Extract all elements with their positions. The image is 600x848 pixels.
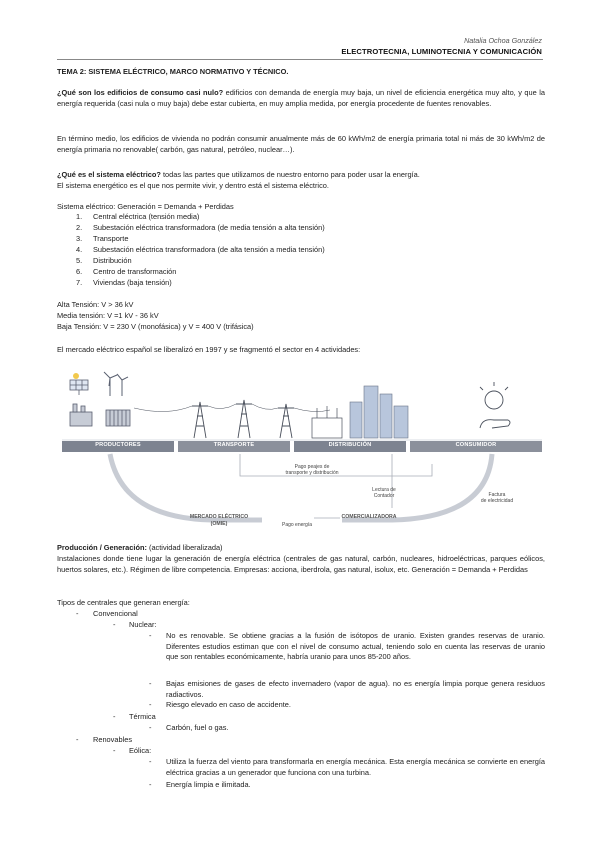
bullet-dash: - xyxy=(149,757,152,766)
step-number: 6. xyxy=(76,267,83,276)
power-plant-icon xyxy=(106,410,130,426)
step-number: 4. xyxy=(76,245,83,254)
stage-distribution-label: DISTRIBUCIÓN xyxy=(328,442,372,448)
bullet-dash: - xyxy=(113,712,116,721)
production-subtitle: (actividad liberalizada) xyxy=(146,543,223,552)
electric-market-diagram xyxy=(62,368,542,532)
topic-title: TEMA 2: SISTEMA ELÉCTRICO, MARCO NORMATIVO Y TÉCNICO. xyxy=(57,67,289,76)
wind-turbine-icon xyxy=(104,372,128,396)
solar-panel-icon xyxy=(70,373,88,395)
step-number: 3. xyxy=(76,234,83,243)
voltage-medium: Media tensión: V =1 kV - 36 kV xyxy=(57,311,159,320)
step-number: 2. xyxy=(76,223,83,232)
step-number: 1. xyxy=(76,212,83,221)
substation-icon xyxy=(312,406,342,438)
nzeb-average-paragraph: En término medio, los edificios de vivienda no podrán consumir anualmente más de 60 kWh/m2 de energía primaria total ni más de 30 kWh/m2 de energía primaria no renovable( carbón, gas natural, petróleo, nuclear…). xyxy=(57,134,545,154)
header-divider xyxy=(57,59,543,60)
bullet-dash: - xyxy=(149,679,152,688)
conventional-label: Convencional xyxy=(93,609,138,618)
system-equation: Sistema eléctrico: Generación = Demanda + Perdidas xyxy=(57,202,234,211)
system-question: ¿Qué es el sistema eléctrico? xyxy=(57,170,161,179)
voltage-low: Baja Tensión: V = 230 V (monofásica) y V = 400 V (trifásica) xyxy=(57,322,254,331)
bullet-dash: - xyxy=(149,723,152,732)
nuclear-label: Nuclear: xyxy=(129,620,157,629)
stage-consumer-label: CONSUMIDOR xyxy=(455,442,497,448)
author-name: Natalia Ochoa González xyxy=(464,36,542,45)
factory-icon xyxy=(70,404,92,426)
nuclear-point: Bajas emisiones de gases de efecto invernadero (vapor de agua). no es energía limpia porque genera residuos radiactivos. xyxy=(166,679,545,699)
meter-label: Lectura de Contador xyxy=(372,487,396,499)
bullet-dash: - xyxy=(149,780,152,789)
thermal-point: Carbón, fuel o gas. xyxy=(166,723,229,732)
step-text: Centro de transformación xyxy=(93,267,177,276)
bullet-dash: - xyxy=(149,700,152,709)
bullet-dash: - xyxy=(149,631,152,640)
step-text: Subestación eléctrica transformadora (de alta tensión a media tensión) xyxy=(93,245,325,254)
step-text: Transporte xyxy=(93,234,129,243)
step-text: Distribución xyxy=(93,256,132,265)
nuclear-point: Riesgo elevado en caso de accidente. xyxy=(166,700,291,709)
stage-producers-label: PRODUCTORES xyxy=(95,442,141,448)
invoice-label: Factura de electricidad xyxy=(480,492,514,504)
city-buildings-icon xyxy=(350,386,408,438)
step-text: Viviendas (baja tensión) xyxy=(93,278,172,287)
system-answer: todas las partes que utilizamos de nuestro entorno para poder usar la energía. xyxy=(160,170,420,179)
renewable-label: Renovables xyxy=(93,735,133,744)
step-number: 5. xyxy=(76,256,83,265)
power-lines xyxy=(134,404,330,412)
payment-label: Pago energía xyxy=(281,522,313,528)
flow-arc-left xyxy=(110,454,262,520)
bullet-dash: - xyxy=(76,735,79,744)
voltage-high: Alta Tensión: V > 36 kV xyxy=(57,300,134,309)
production-heading xyxy=(57,543,545,554)
course-title: ELECTROTECNIA, LUMINOTECNIA Y COMUNICACIÓN xyxy=(341,47,542,56)
bullet-dash: - xyxy=(113,746,116,755)
system-paragraph xyxy=(57,170,545,181)
nzeb-answer: edificios con demanda de energía muy baja, un nivel de eficiencia energética muy alto, y que la energía requerida (casi nula o muy baja) debe estar cubierta, en muy amplia medida, por energía procedente de fuentes renovables. xyxy=(57,88,546,108)
bullet-dash: - xyxy=(76,609,79,618)
nzeb-paragraph xyxy=(57,88,545,109)
bullet-dash: - xyxy=(113,620,116,629)
system-line2: El sistema energético es el que nos permite vivir, y dentro está el sistema eléctrico. xyxy=(57,181,329,190)
step-text: Central eléctrica (tensión media) xyxy=(93,212,200,221)
production-title: Producción / Generación: xyxy=(57,543,147,552)
nuclear-point: No es renovable. Se obtiene gracias a la fusión de isótopos de uranio. Existen grandes reservas de uranio. Diferentes estudios estiman que con el nivel de consumo actual, teniendo solo en cuenta las reservas de uranio que son rentables económicamente, habría uranio para unos 85-200 años. xyxy=(166,631,545,662)
retailer-label: COMERCIALIZADORA xyxy=(341,514,397,520)
tolls-label: Pago peajes de transporte y distribución xyxy=(285,464,339,476)
wind-point: Utiliza la fuerza del viento para transformarla en energía mecánica. Esta energía mecánica se convierte en energía eléctrica gracias a un generador que funciona con una turbina. xyxy=(166,757,545,777)
lightbulb-hand-icon xyxy=(480,382,510,428)
stage-transport-label: TRANSPORTE xyxy=(213,442,255,448)
types-intro: Tipos de centrales que generan energía: xyxy=(57,598,190,607)
step-number: 7. xyxy=(76,278,83,287)
market-sentence: El mercado eléctrico español se liberalizó en 1997 y se fragmentó el sector en 4 actividades: xyxy=(57,345,361,354)
wind-label: Eólica: xyxy=(129,746,152,755)
wind-point: Energía limpia e ilimitada. xyxy=(166,780,251,789)
production-text: Instalaciones donde tiene lugar la generación de energía eléctrica (centrales de gas natural, carbón, nucleares, hidroeléctricas, parques eólicos, huertos solares, etc.). Régimen de libre competencia. Empresas: acciona, iberdrola, gas natural, isolux, etc. Generación = Demanda + Perdidas xyxy=(57,554,545,574)
market-label: MERCADO ELÉCTRICO (OMIE) xyxy=(189,514,249,527)
transmission-tower-icon xyxy=(192,400,294,438)
step-text: Subestación eléctrica transformadora (de media tensión a alta tensión) xyxy=(93,223,325,232)
thermal-label: Térmica xyxy=(129,712,156,721)
nzeb-question: ¿Qué son los edificios de consumo casi nulo? xyxy=(57,88,224,97)
